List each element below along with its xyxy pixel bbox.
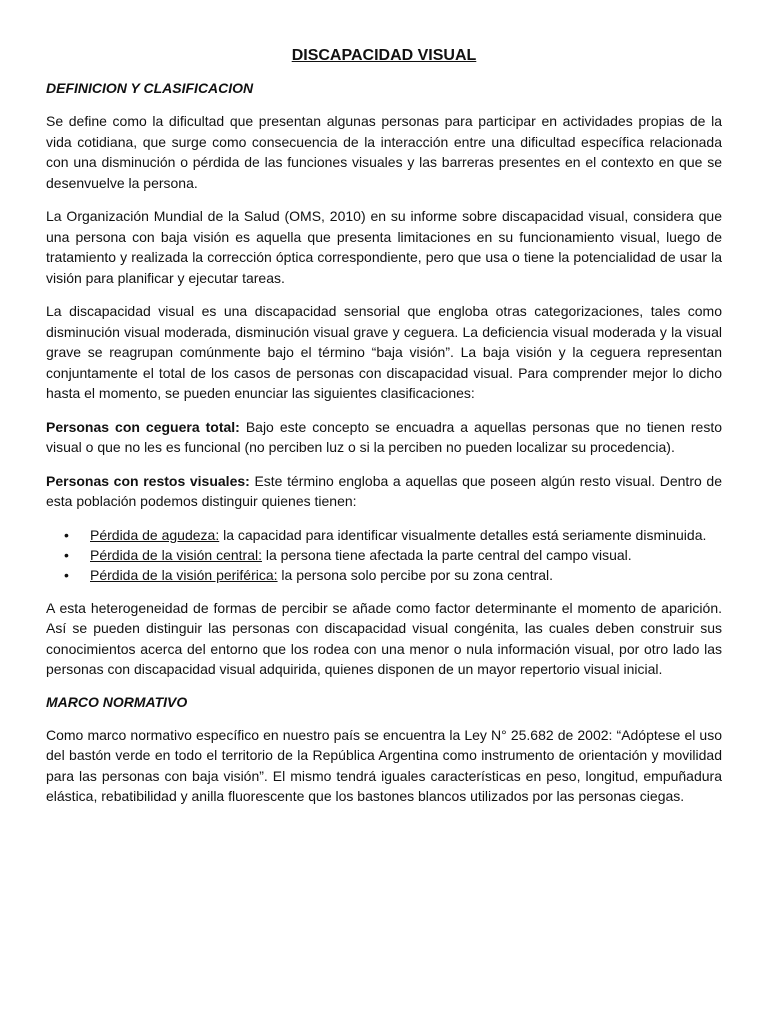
bullet-icon: •: [64, 566, 69, 583]
definition-ceguera-total: [46, 417, 722, 458]
bullet-text: la capacidad para identificar visualmente detalles está seriamente disminuida.: [219, 526, 707, 543]
document-title: DISCAPACIDAD VISUAL: [291, 47, 477, 64]
paragraph-heterogeneidad: A esta heterogeneidad de formas de percibir se añade como factor determinante el momento de aparición. Así se pueden distinguir las personas con discapacidad visual congénita, las cuales deben construir sus conocimientos acerca del entorno que los rodea con una menor o nula información visual, por otro lado las personas con discapacidad visual adquirida, quienes disponen de un mayor repertorio visual inicial.: [46, 599, 722, 677]
list-item: [64, 525, 722, 545]
bullet-icon: •: [64, 526, 69, 543]
list-item: [64, 545, 722, 565]
paragraph-definition: Se define como la dificultad que presentan algunas personas para participar en actividades propias de la vida cotidiana, que surge como consecuencia de la interacción entre una dificultad específica relacionada con una disminución o pérdida de las funciones visuales y las barreras presentes en el contexto en que se desenvuelve la persona.: [46, 113, 722, 191]
bullet-text: la persona tiene afectada la parte central del campo visual.: [262, 546, 632, 563]
section-heading-definicion: DEFINICION Y CLASIFICACION: [46, 80, 254, 96]
definition-restos-visuales: [46, 471, 722, 512]
bullet-list: [46, 525, 722, 585]
paragraph-oms: La Organización Mundial de la Salud (OMS, 2010) en su informe sobre discapacidad visual, considera que una persona con baja visión es aquella que presenta limitaciones en su funcionamiento visual, luego de tratamiento y realizada la corrección óptica correspondiente, pero que usa o tiene la potencialidad de usar la visión para planificar y ejecutar tareas.: [46, 208, 722, 286]
list-item: [64, 565, 722, 585]
definition-term: Personas con ceguera total:: [46, 418, 240, 435]
paragraph-ley: Como marco normativo específico en nuestro país se encuentra la Ley N° 25.682 de 2002: “Adóptese el uso del bastón verde en todo el territorio de la República Argentina como instrumento de orientación y movilidad para las personas con baja visión”. El mismo tendrá iguales características en peso, longitud, empuñadura elástica, rebatibilidad y anilla fluorescente que los bastones blancos utilizados por las personas ciegas.: [46, 726, 722, 804]
bullet-term: Pérdida de la visión central:: [90, 546, 262, 563]
bullet-icon: •: [64, 546, 69, 563]
bullet-term: Pérdida de agudeza:: [90, 526, 220, 543]
definition-text: Este término engloba a aquellas que poseen algún resto visual. Dentro de esta población podemos distinguir quienes tienen:: [46, 472, 722, 509]
bullet-text: la persona solo percibe por su zona central.: [277, 566, 554, 583]
bullet-term: Pérdida de la visión periférica:: [90, 566, 278, 583]
definition-term: Personas con restos visuales:: [46, 472, 250, 489]
definition-text: Bajo este concepto se encuadra a aquellas personas que no tienen resto visual o que no les es funcional (no perciben luz o si la perciben no pueden localizar su procedencia).: [46, 418, 722, 455]
paragraph-sensorial: La discapacidad visual es una discapacidad sensorial que engloba otras categorizaciones, tales como disminución visual moderada, disminución visual grave y ceguera. La deficiencia visual moderada y la visual grave se reagrupan comúnmente bajo el término “baja visión”. La baja visión y la ceguera representan conjuntamente el total de los casos de personas con discapacidad visual. Para comprender mejor lo dicho hasta el momento, se pueden enunciar las siguientes clasificaciones:: [46, 303, 722, 401]
section-heading-marco-normativo: MARCO NORMATIVO: [46, 693, 188, 710]
